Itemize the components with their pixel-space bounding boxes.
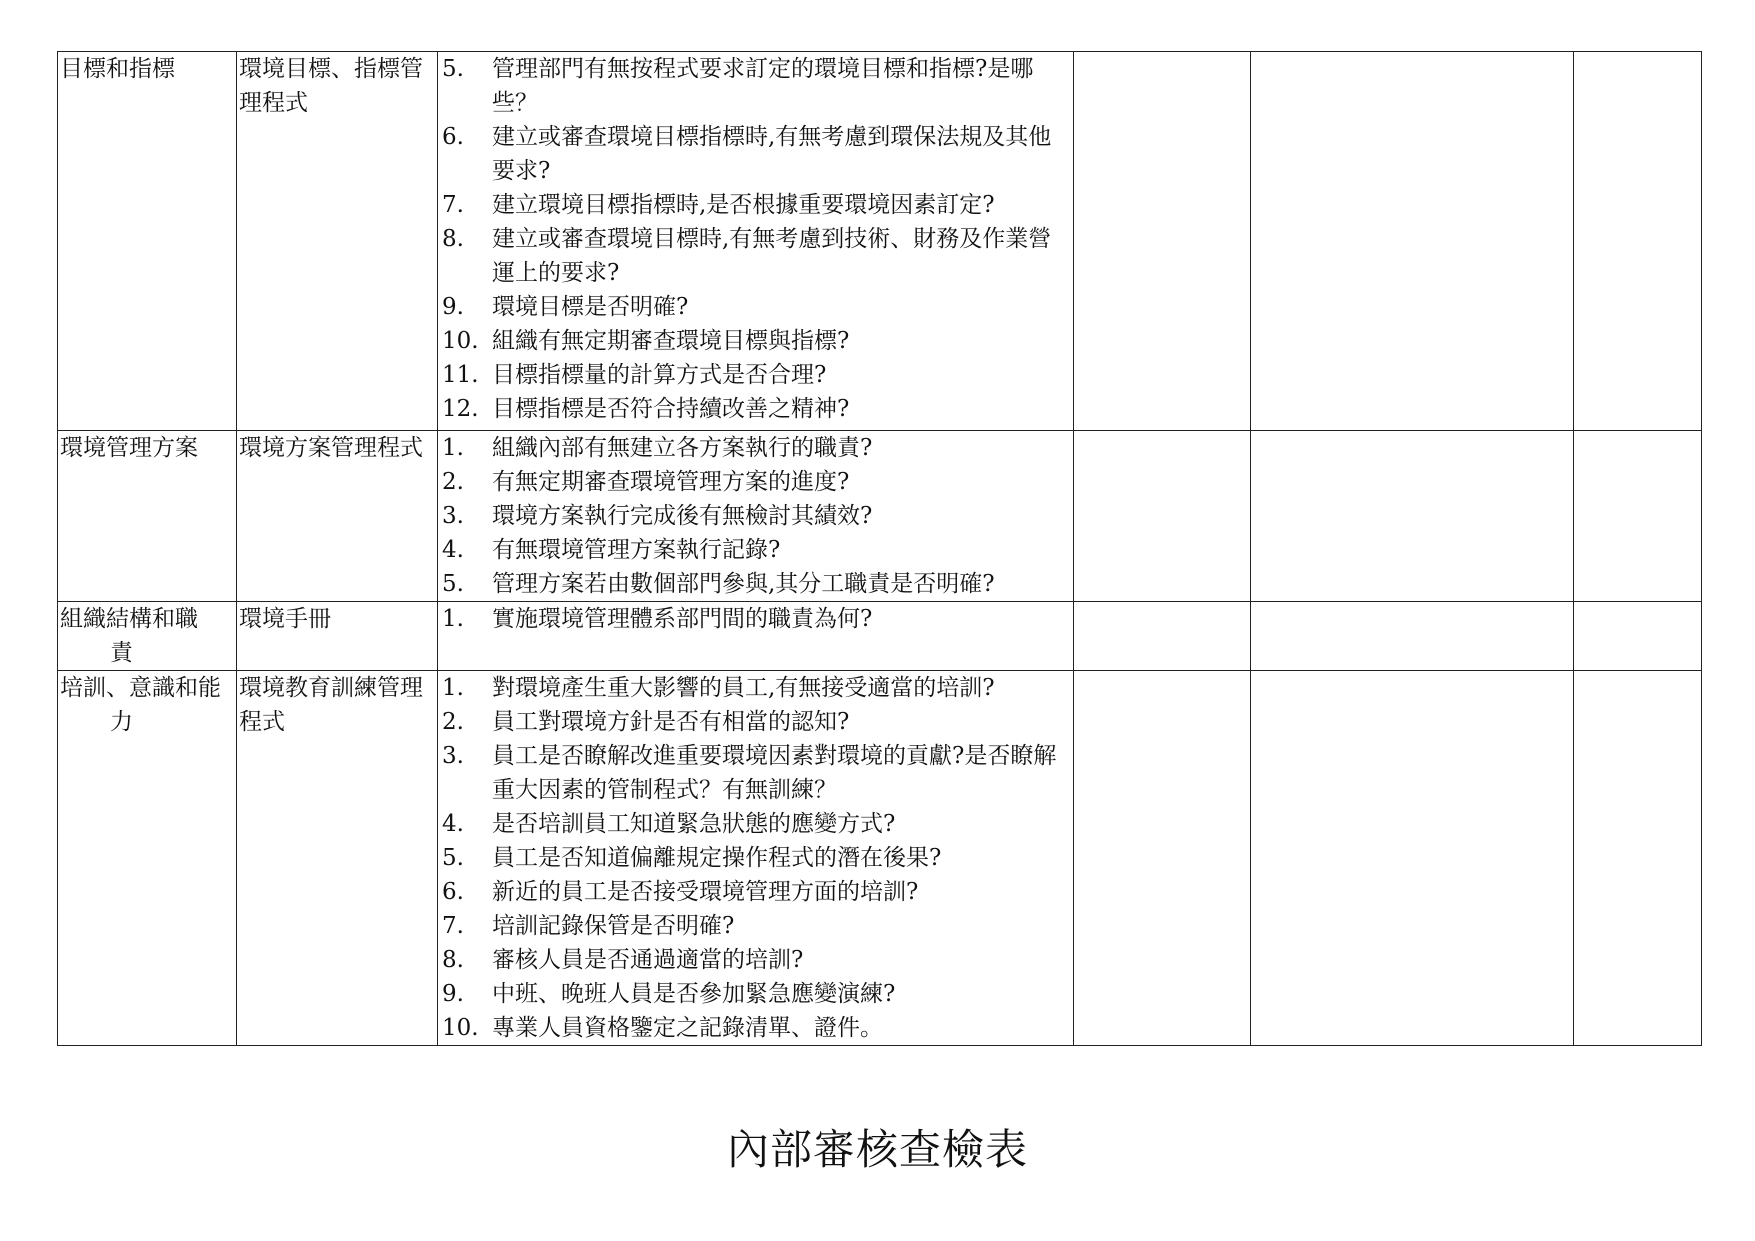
list-item (440, 943, 1073, 977)
question-text: 新近的員工是否接受環境管理方面的培訓? (492, 879, 919, 905)
blank-cell (1574, 602, 1702, 671)
question-number: 10. (442, 328, 479, 354)
document-name: 環境目標、指標管理程式 (239, 56, 423, 116)
list-item (440, 1011, 1073, 1045)
question-text: 目標指標量的計算方式是否合理? (492, 362, 827, 388)
clause-cell (58, 671, 237, 1046)
list-item (440, 358, 1073, 392)
question-text: 是否培訓員工知道緊急狀態的應變方式? (492, 811, 896, 837)
question-number: 2. (442, 469, 464, 495)
question-number: 5. (442, 845, 464, 871)
question-text: 組織內部有無建立各方案執行的職責? (492, 435, 873, 461)
list-item (440, 324, 1073, 358)
clause-text: 目標和指標 (60, 56, 175, 82)
document-cell (237, 52, 438, 431)
question-text: 對環境產生重大影響的員工,有無接受適當的培訓? (492, 675, 995, 701)
list-item (440, 739, 1073, 807)
list-item (440, 602, 1073, 636)
question-number: 5. (442, 571, 464, 597)
clause-cell (58, 431, 237, 602)
question-number: 7. (442, 192, 464, 218)
list-item (440, 909, 1073, 943)
document-name: 環境教育訓練管理程式 (239, 675, 423, 735)
question-number: 6. (442, 879, 464, 905)
table-row (58, 431, 1702, 602)
question-text: 環境方案執行完成後有無檢討其績效? (492, 503, 873, 529)
list-item (440, 499, 1073, 533)
clause-cell (58, 602, 237, 671)
question-number: 2. (442, 709, 464, 735)
list-item (440, 671, 1073, 705)
blank-cell (1251, 602, 1574, 671)
document-cell (237, 671, 438, 1046)
question-text: 管理部門有無按程式要求訂定的環境目標和指標?是哪些？ (492, 56, 1034, 116)
blank-cell (1074, 52, 1251, 431)
question-number: 9. (442, 981, 464, 1007)
question-text: 員工對環境方針是否有相當的認知? (492, 709, 850, 735)
document-cell (237, 602, 438, 671)
blank-cell (1074, 671, 1251, 1046)
question-number: 4. (442, 811, 464, 837)
clause-text: 組織結構和職 (60, 606, 198, 632)
question-number: 5. (442, 56, 464, 82)
clause-cell (58, 52, 237, 431)
clause-text: 環境管理方案 (60, 435, 198, 461)
list-item (440, 120, 1073, 188)
question-text: 建立或審查環境目標時,有無考慮到技術、財務及作業營運上的要求? (492, 226, 1052, 286)
list-item (440, 875, 1073, 909)
question-text: 審核人員是否通過適當的培訓? (492, 947, 804, 973)
blank-cell (1574, 671, 1702, 1046)
document-name: 環境手冊 (239, 606, 331, 632)
list-item (440, 392, 1073, 426)
list-item (440, 567, 1073, 601)
question-text: 目標指標是否符合持續改善之精神? (492, 396, 850, 422)
list-item (440, 977, 1073, 1011)
question-text: 建立或審查環境目標指標時,有無考慮到環保法規及其他要求? (492, 124, 1052, 184)
question-number: 11. (442, 362, 479, 388)
question-text: 管理方案若由數個部門參與,其分工職責是否明確? (492, 571, 995, 597)
list-item (440, 52, 1073, 120)
question-text: 組織有無定期審查環境目標與指標? (492, 328, 850, 354)
list-item (440, 465, 1073, 499)
question-text: 有無定期審查環境管理方案的進度? (492, 469, 850, 495)
question-number: 1. (442, 606, 464, 632)
table-row (58, 52, 1702, 431)
question-text: 有無環境管理方案執行記錄? (492, 537, 781, 563)
question-number: 8. (442, 226, 464, 252)
question-text: 員工是否知道偏離規定操作程式的潛在後果? (492, 845, 942, 871)
question-text: 專業人員資格鑒定之記錄清單、證件。 (492, 1015, 883, 1041)
questions-cell (438, 431, 1074, 602)
questions-cell (438, 52, 1074, 431)
question-text: 中班、晚班人員是否參加緊急應變演練? (492, 981, 896, 1007)
questions-cell (438, 602, 1074, 671)
blank-cell (1251, 671, 1574, 1046)
question-number: 1. (442, 675, 464, 701)
question-number: 12. (442, 396, 479, 422)
list-item (440, 841, 1073, 875)
list-item (440, 188, 1073, 222)
form-title: 內部審核查檢表 (726, 1125, 1028, 1174)
questions-cell (438, 671, 1074, 1046)
blank-cell (1574, 431, 1702, 602)
question-number: 9. (442, 294, 464, 320)
list-item (440, 222, 1073, 290)
blank-cell (1574, 52, 1702, 431)
blank-cell (1251, 52, 1574, 431)
blank-cell (1074, 431, 1251, 602)
list-item (440, 431, 1073, 465)
document-cell (237, 431, 438, 602)
question-number: 3. (442, 743, 464, 769)
question-number: 7. (442, 913, 464, 939)
clause-text-continued: 責 (110, 640, 133, 666)
question-text: 培訓記錄保管是否明確? (492, 913, 735, 939)
clause-text-continued: 力 (110, 709, 133, 735)
question-text: 建立環境目標指標時,是否根據重要環境因素訂定? (492, 192, 995, 218)
question-number: 8. (442, 947, 464, 973)
question-number: 6. (442, 124, 464, 150)
list-item (440, 290, 1073, 324)
blank-cell (1074, 602, 1251, 671)
question-number: 3. (442, 503, 464, 529)
list-item (440, 705, 1073, 739)
question-number: 1. (442, 435, 464, 461)
question-number: 4. (442, 537, 464, 563)
clause-text: 培訓、意識和能 (60, 675, 221, 701)
document-name: 環境方案管理程式 (239, 435, 423, 461)
audit-checklist-table (57, 51, 1702, 1046)
list-item (440, 533, 1073, 567)
question-text: 環境目標是否明確? (492, 294, 689, 320)
question-text: 實施環境管理體系部門間的職責為何? (492, 606, 873, 632)
list-item (440, 807, 1073, 841)
table-row (58, 602, 1702, 671)
question-text: 員工是否瞭解改進重要環境因素對環境的貢獻?是否瞭解重大因素的管制程式？有無訓練？ (492, 743, 1057, 803)
question-number: 10. (442, 1015, 479, 1041)
table-row (58, 671, 1702, 1046)
blank-cell (1251, 431, 1574, 602)
